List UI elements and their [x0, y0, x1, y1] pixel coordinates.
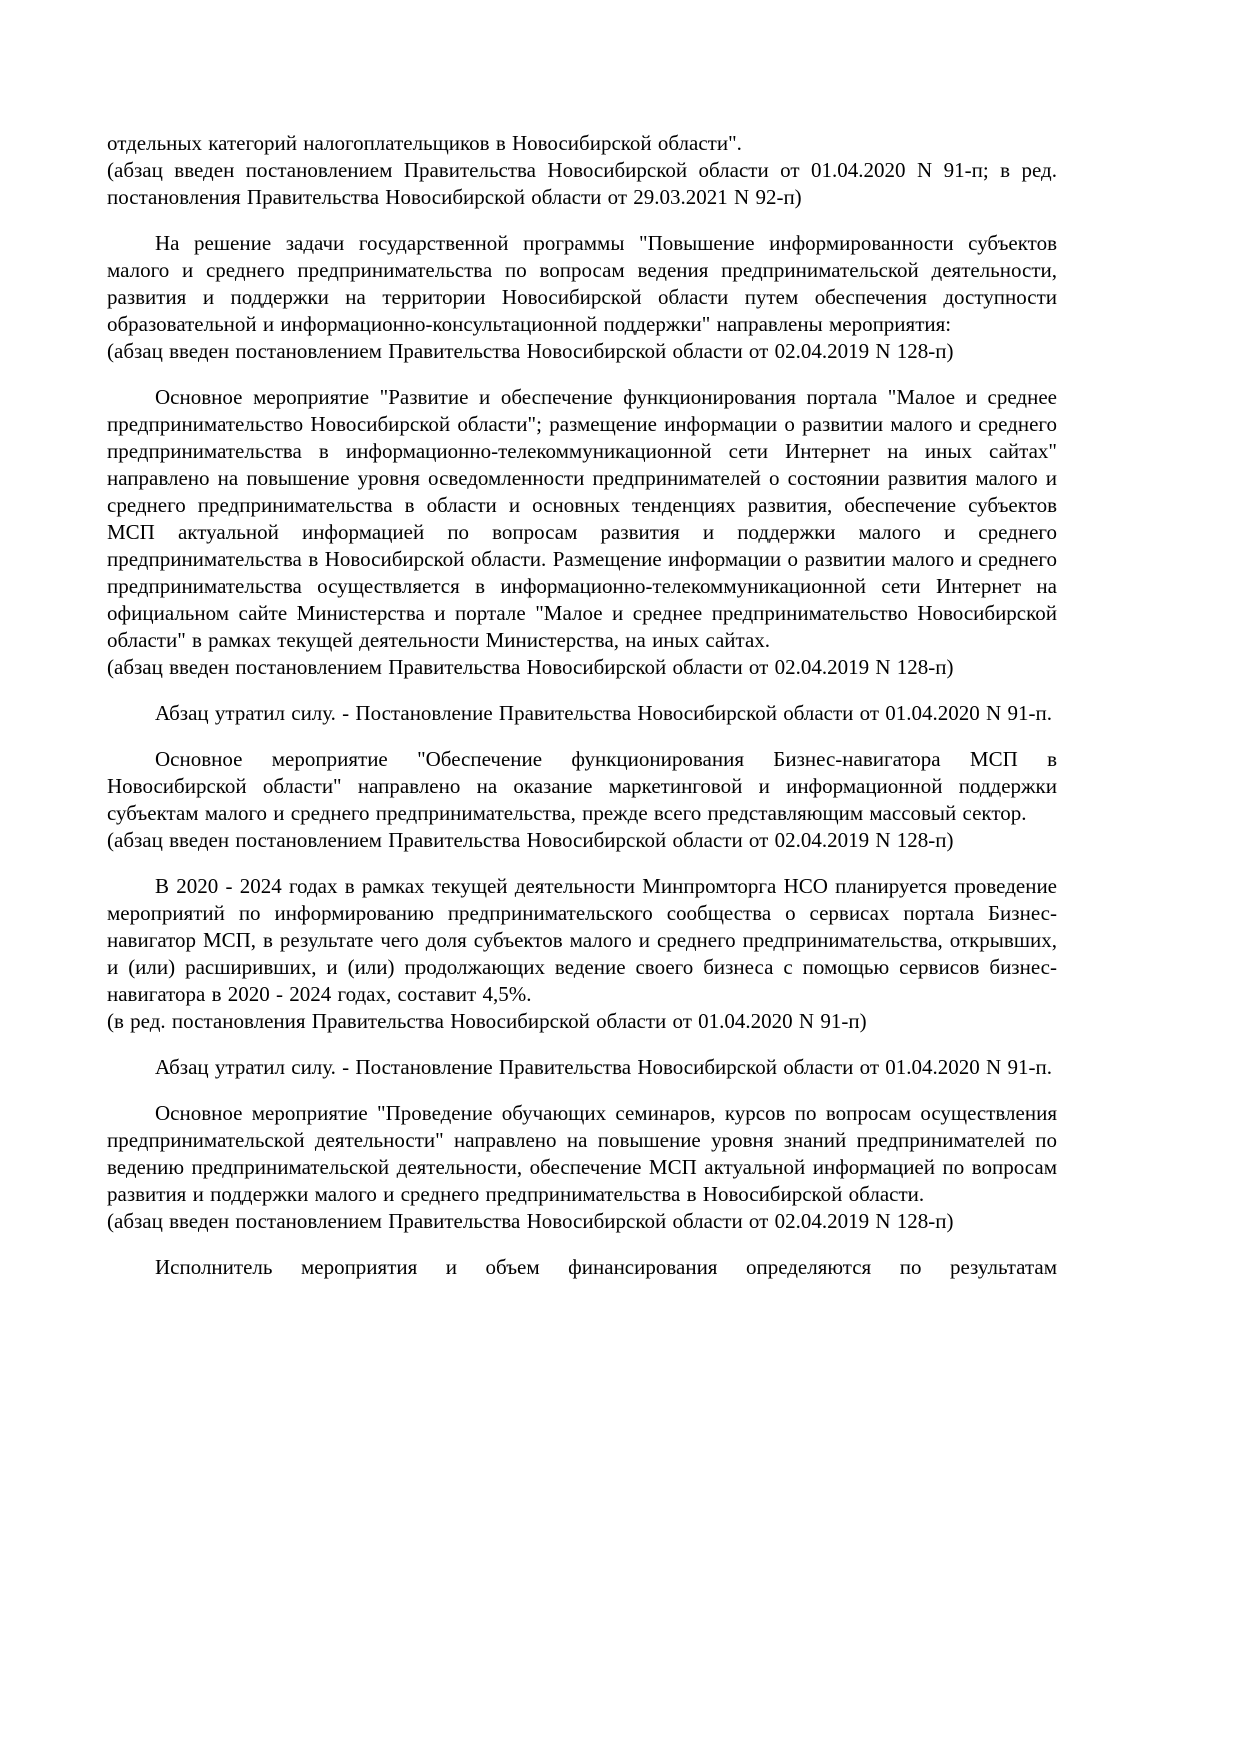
paragraph: На решение задачи государственной программы "Повышение информированности субъектов малого и среднего предпринимательства по вопросам ведения предпринимательской деятельности, развития и поддержки на территории Новосибирской области путем обеспечения доступности образовательной и информационно-консультационной поддержки" направлены мероприятия:: [107, 231, 1057, 336]
paragraph: Основное мероприятие "Развитие и обеспечение функционирования портала "Малое и среднее предпринимательство Новосибирской области"; размещение информации о развитии малого и среднего предпринимательства в информационно-телекоммуникационной сети Интернет на иных сайтах" направлено на повышение уровня осведомленности предпринимателей о состоянии развития малого и среднего предпринимательства в области и основных тенденциях развития, обеспечение субъектов МСП актуальной информацией по вопросам развития и поддержки малого и среднего предпринимательства в Новосибирской области. Размещение информации о развитии малого и среднего предпринимательства осуществляется в информационно-телекоммуникационной сети Интернет на официальном сайте Министерства и портале "Малое и среднее предпринимательство Новосибирской области" в рамках текущей деятельности Министерства, на иных сайтах.: [107, 385, 1057, 652]
paragraph: Основное мероприятие "Проведение обучающих семинаров, курсов по вопросам осуществления предпринимательской деятельности" направлено на повышение уровня знаний предпринимателей по ведению предпринимательской деятельности, обеспечение МСП актуальной информацией по вопросам развития и поддержки малого и среднего предпринимательства в Новосибирской области.: [107, 1101, 1057, 1206]
paragraph: В 2020 - 2024 годах в рамках текущей деятельности Минпромторга НСО планируется проведение мероприятий по информированию предпринимательского сообщества о сервисах портала Бизнес-навигатор МСП, в результате чего доля субъектов малого и среднего предпринимательства, открывших, и (или) расширивших, и (или) продолжающих ведение своего бизнеса с помощью сервисов бизнес-навигатора в 2020 - 2024 годах, составит 4,5%.: [107, 874, 1057, 1006]
paragraph-amendment-note: (абзац введен постановлением Правительства Новосибирской области от 02.04.2019 N 128-п): [107, 339, 954, 363]
paragraph-amendment-note: (абзац введен постановлением Правительства Новосибирской области от 02.04.2019 N 128-п): [107, 1209, 954, 1233]
paragraph-continuation: отдельных категорий налогоплательщиков в Новосибирской области".: [107, 131, 742, 155]
paragraph: Основное мероприятие "Обеспечение функционирования Бизнес-навигатора МСП в Новосибирской области" направлено на оказание маркетинговой и информационной поддержки субъектам малого и среднего предпринимательства, прежде всего представляющим массовый сектор.: [107, 747, 1057, 825]
paragraph-repealed-note: Абзац утратил силу. - Постановление Правительства Новосибирской области от 01.04.2020 N 91-п.: [155, 1055, 1052, 1079]
paragraph-continuation-next-page: Исполнитель мероприятия и объем финансирования определяются по результатам: [155, 1255, 1057, 1279]
paragraph-amendment-note: (абзац введен постановлением Правительства Новосибирской области от 02.04.2019 N 128-п): [107, 828, 954, 852]
paragraph-amendment-note: (абзац введен постановлением Правительства Новосибирской области от 02.04.2019 N 128-п): [107, 655, 954, 679]
paragraph-amendment-note: (абзац введен постановлением Правительства Новосибирской области от 01.04.2020 N 91-п; в ред. постановления Правительства Новосибирской области от 29.03.2021 N 92-п): [107, 158, 1057, 209]
paragraph-repealed-note: Абзац утратил силу. - Постановление Правительства Новосибирской области от 01.04.2020 N 91-п.: [155, 701, 1052, 725]
paragraph-amendment-note: (в ред. постановления Правительства Новосибирской области от 01.04.2020 N 91-п): [107, 1009, 867, 1033]
